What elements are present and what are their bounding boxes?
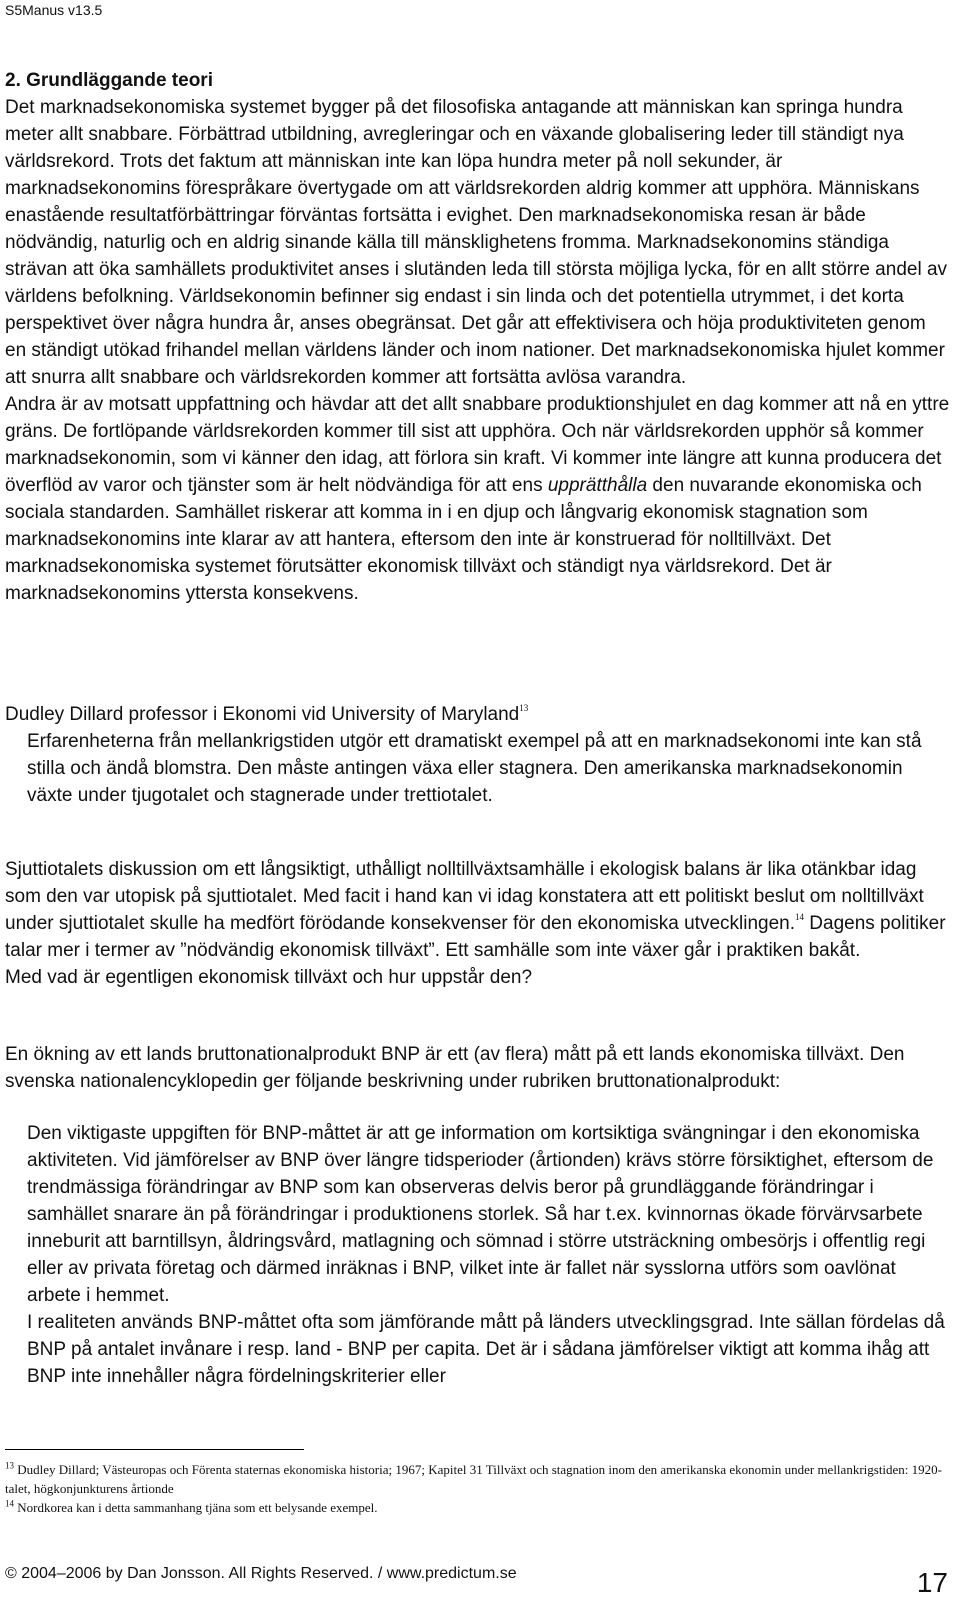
footnote-ref-13[interactable]: 13 bbox=[519, 702, 529, 713]
encyclopedia-quote-part2: I realiteten används BNP-måttet ofta som jämförande mått på länders utvecklingsgrad. Inte sällan fördelas då BNP på antalet invånare i resp. land - BNP per capita. Det är i sådana jämförelser viktigt att komma ihåg att BNP inte innehåller några fördelningskriterier eller bbox=[27, 1312, 945, 1387]
dillard-heading-text: Dudley Dillard professor i Ekonomi vid University of Maryland bbox=[5, 704, 520, 725]
footnote-divider bbox=[5, 1449, 304, 1450]
encyclopedia-quote bbox=[27, 1120, 950, 1390]
growth-question: Med vad är egentligen ekonomisk tillväxt och hur uppstår den? bbox=[5, 967, 533, 988]
seventies-section bbox=[5, 856, 950, 991]
section-title: 2. Grundläggande teori bbox=[5, 70, 213, 91]
footnote-text: Dudley Dillard; Västeuropas och Förenta staternas ekonomiska historia; 1967; Kapitel 31 Tillväxt och stagnation inom den amerikanska ekonomin under mellankrigstiden: 1920-talet, högkonjunkturens årtionde bbox=[5, 1462, 943, 1496]
footnote-text: Nordkorea kan i detta sammanhang tjäna som ett belysande exempel. bbox=[14, 1500, 378, 1515]
bnp-intro-paragraph: En ökning av ett lands bruttonationalprodukt BNP är ett (av flera) mått på ett lands ekonomiska tillväxt. Den svenska nationalencyklopedin ger följande beskrivning under rubriken bruttonationalprodukt: bbox=[5, 1044, 905, 1092]
footnotes bbox=[5, 1460, 950, 1517]
seventies-paragraph-part1: Sjuttiotalets diskussion om ett långsiktigt, uthålligt nolltillväxtsamhälle i ekologisk balans är lika otänkbar idag som den var utopisk på sjuttiotalet. Med facit i hand kan vi idag konstatera att ett politiskt beslut om nolltillväxt under sjuttiotalet skulle ha medfört förödande konsekvenser för den ekonomiska utvecklingen. bbox=[5, 859, 924, 934]
emphasized-word: upprätthålla bbox=[547, 475, 648, 496]
footnote-number: 13 bbox=[5, 1460, 14, 1471]
dillard-attribution bbox=[5, 701, 950, 728]
counter-view-paragraph-part1: Andra är av motsatt uppfattning och hävdar att det allt snabbare produktionshjulet en dag kommer att nå en yttre gräns. De fortlöpande världsrekorden kommer till sist att upphöra. Och när världsrekorden upphör så kommer marknadsekonomin, som vi känner den idag, att förlora sin kraft. Vi kommer inte längre att kunna producera det överflöd av varor och tjänster som är helt nödvändiga för att ens bbox=[5, 394, 950, 496]
intro-section bbox=[5, 94, 950, 607]
footnote-13 bbox=[5, 1460, 950, 1498]
encyclopedia-quote-part1: Den viktigaste uppgiften för BNP-måttet är att ge information om kortsiktiga svängningar i den ekonomiska aktiviteten. Vid jämförelser av BNP över längre tidsperioder (årtionden) krävs större försiktighet, eftersom de trendmässiga förändringar av BNP som kan observeras delvis beror på grundläggande förändringar i samhället snarare än på förändringar i produktionens storlek. Så har t.ex. kvinnornas ökade förvärvsarbete inneburit att barntillsyn, åldringsvård, matlagning och sömnad i större utsträckning ombesörjs i offentlig regi eller av privata företag och därmed inräknas i BNP, vilket inte är fallet när sysslorna utförs som oavlönat arbete i hemmet. bbox=[27, 1123, 934, 1306]
footnote-ref-14[interactable]: 14 bbox=[795, 911, 805, 922]
footnote-14 bbox=[5, 1498, 950, 1517]
page-number: 17 bbox=[916, 1567, 948, 1598]
seventies-paragraph-part2: Dagens politiker talar mer i termer av ”nödvändig ekonomisk tillväxt”. Ett samhälle som inte växer går i praktiken bakåt. bbox=[5, 913, 946, 961]
intro-paragraph: Det marknadsekonomiska systemet bygger på det filosofiska antagande att människan kan springa hundra meter allt snabbare. Förbättrad utbildning, avregleringar och en växande globalisering leder till ständigt nya världsrekord. Trots det faktum att människan inte kan löpa hundra meter på noll sekunder, är marknadsekonomins förespråkare övertygade om att världsrekorden aldrig kommer att upphöra. Människans enastående resultatförbättringar förväntas fortsätta i evighet. Den marknadsekonomiska resan är både nödvändig, naturlig och en aldrig sinande källa till mänsklighetens fromma. Marknadsekonomins ständiga strävan att öka samhällets produktivitet anses i slutänden leda till största möjliga lycka, för en allt större andel av världens befolkning. Världsekonomin befinner sig endast i sin linda och det potentiella utrymmet, i det korta perspektivet över några hundra år, anses obegränsat. Det går att effektivisera och höja produktiviteten genom en ständigt utökad frihandel mellan världens länder och inom nationer. Det marknadsekonomiska hjulet kommer att snurra allt snabbare och världsrekorden kommer att fortsätta avlösa varandra. bbox=[5, 97, 948, 388]
document-header-label: S5Manus v13.5 bbox=[5, 2, 103, 18]
dillard-quote: Erfarenheterna från mellankrigstiden utgör ett dramatiskt exempel på att en marknadsekonomi inte kan stå stilla och ändå blomstra. Den måste antingen växa eller stagnera. Den amerikanska marknadsekonomin växte under tjugotalet och stagnerade under trettiotalet. bbox=[27, 731, 922, 806]
footnote-number: 14 bbox=[5, 1498, 14, 1509]
copyright-notice: © 2004–2006 by Dan Jonsson. All Rights Reserved. / www.predictum.se bbox=[5, 1565, 517, 1582]
counter-view-paragraph-part2: den nuvarande ekonomiska och sociala standarden. Samhället riskerar att komma in i en djup och långvarig ekonomisk stagnation som marknadsekonomins inte klarar av att hantera, eftersom den inte är konstruerad för nolltillväxt. Det marknadsekonomiska systemet förutsätter ekonomisk tillväxt och ständigt nya världsrekord. Det är marknadsekonomins yttersta konsekvens. bbox=[5, 475, 922, 604]
